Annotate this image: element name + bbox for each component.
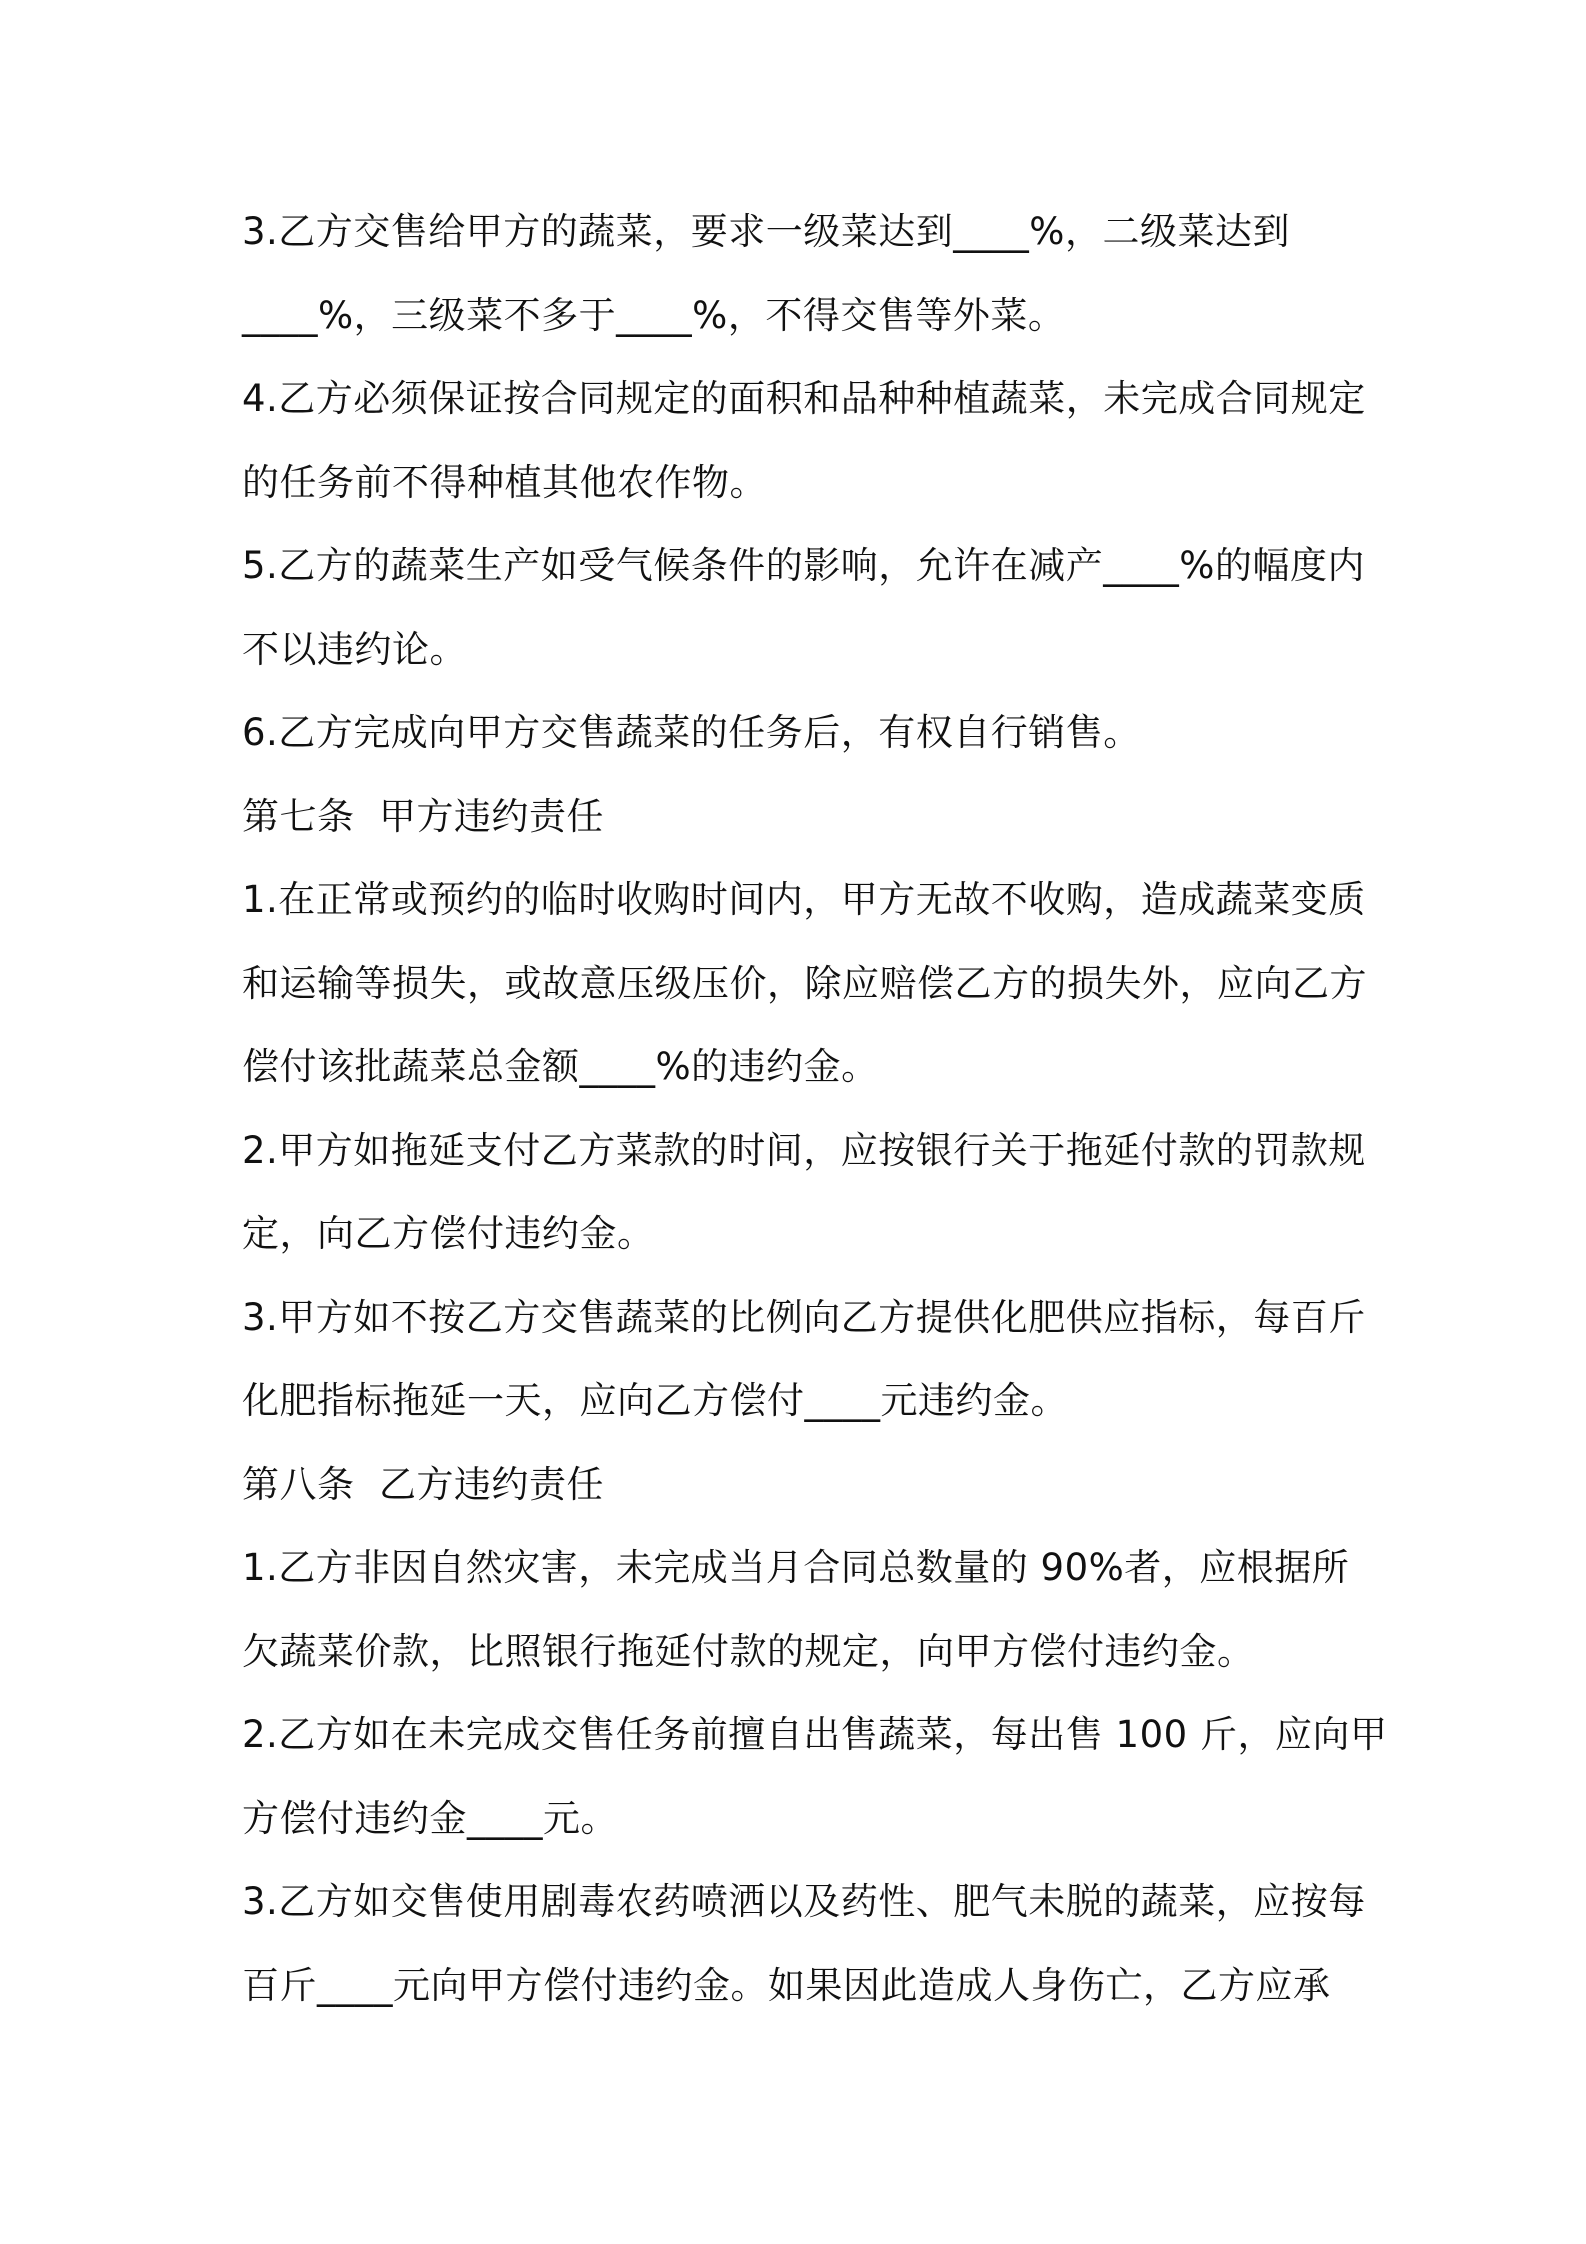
text-line: 的任务前不得种植其他农作物。 — [242, 460, 767, 504]
text-line: 方偿付违约金____元。 — [242, 1796, 618, 1840]
text-line: 2.乙方如在未完成交售任务前擅自出售蔬菜，每出售 100 斤，应向甲 — [242, 1713, 1388, 1756]
text-line: 6.乙方完成向甲方交售蔬菜的任务后，有权自行销售。 — [242, 711, 1141, 754]
section-heading: 第七条 甲方违约责任 — [242, 794, 605, 838]
text-line: 化肥指标拖延一天，应向乙方偿付____元违约金。 — [242, 1379, 1068, 1422]
text-line: ____%，三级菜不多于____%，不得交售等外菜。 — [242, 293, 1066, 337]
text-line: 2.甲方如拖延支付乙方菜款的时间，应按银行关于拖延付款的罚款规 — [242, 1128, 1366, 1172]
text-line: 1.在正常或预约的临时收购时间内，甲方无故不收购，造成蔬菜变质 — [242, 878, 1366, 921]
text-line: 1.乙方非因自然灾害，未完成当月合同总数量的 90%者，应根据所 — [242, 1546, 1350, 1589]
text-line: 5.乙方的蔬菜生产如受气候条件的影响，允许在减产____%的幅度内 — [242, 544, 1365, 587]
text-line: 定，向乙方偿付违约金。 — [242, 1212, 655, 1255]
text-line: 3.甲方如不按乙方交售蔬菜的比例向乙方提供化肥供应指标，每百斤 — [242, 1295, 1366, 1339]
text-line: 4.乙方必须保证按合同规定的面积和品种种植蔬菜，未完成合同规定 — [242, 377, 1366, 420]
text-line: 3.乙方如交售使用剧毒农药喷洒以及药性、肥气未脱的蔬菜，应按每 — [242, 1880, 1366, 1923]
text-line: 不以违约论。 — [242, 627, 467, 671]
contract-text — [242, 190, 1388, 2027]
text-line: 偿付该批蔬菜总金额____%的违约金。 — [242, 1045, 879, 1088]
text-line: 和运输等损失，或故意压级压价，除应赔偿乙方的损失外，应向乙方 — [242, 961, 1367, 1005]
section-heading: 第八条 乙方违约责任 — [242, 1462, 605, 1506]
text-line: 3.乙方交售给甲方的蔬菜，要求一级菜达到____%，二级菜达到 — [242, 210, 1290, 253]
text-line: 百斤____元向甲方偿付违约金。如果因此造成人身伤亡，乙方应承 — [242, 1963, 1331, 2007]
text-line: 欠蔬菜价款，比照银行拖延付款的规定，向甲方偿付违约金。 — [242, 1629, 1255, 1673]
